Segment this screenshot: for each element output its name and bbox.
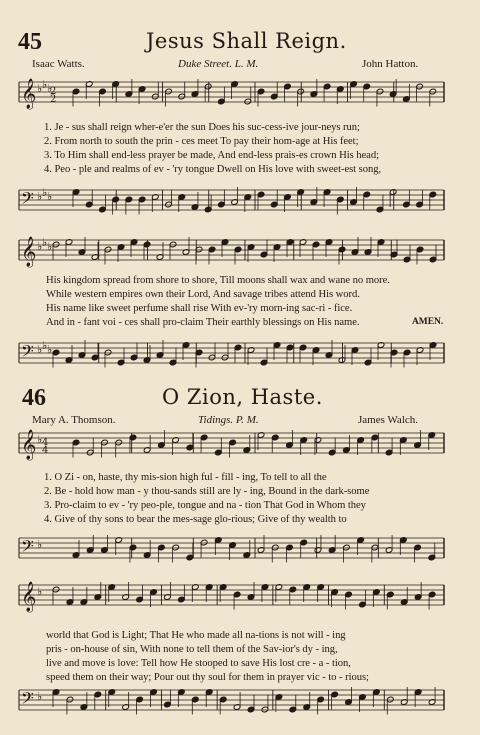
hymn-46-author: Mary A. Thomson. (32, 414, 116, 426)
treble-clef-icon: 𝄞 (21, 237, 37, 267)
hymn-46-verse-2a: 2. Be - hold how man - y thou-sands still are ly - ing, Bound in the dark-some (44, 486, 370, 497)
hymn-46-verse-3b: live and move is love: Tell how He stooped to save His lost cre - a - tion, (46, 658, 351, 669)
time-signature: 4 (42, 445, 49, 456)
flat-icon: ♭ (47, 240, 53, 253)
time-signature: 2 (50, 86, 57, 97)
flat-icon: ♭ (37, 240, 43, 253)
hymn-46-number: 46 (22, 385, 46, 411)
flat-icon: ♭ (37, 585, 43, 598)
treble-clef-icon: 𝄞 (21, 430, 37, 460)
bass-clef-icon: 𝄢 (21, 536, 34, 560)
flat-icon: ♭ (42, 236, 48, 249)
flat-icon: ♭ (37, 433, 43, 446)
hymn-45-verse-3a: 3. To Him shall end-less prayer be made, And end-less prais-es crown His head; (44, 150, 379, 161)
flat-icon: ♭ (37, 343, 43, 356)
hymn-45-verse-2a: 2. From north to south the prin - ces meet To pay their hom-age at His feet; (44, 136, 359, 147)
time-signature: 2 (50, 94, 57, 105)
treble-clef-icon: 𝄞 (21, 79, 37, 109)
hymn-46-verse-1a: 1. O Zi - on, haste, thy mis-sion high ful - fill - ing, To tell to all the (44, 472, 327, 483)
hymn-46-verse-4a: 4. Give of thy sons to bear the mes-sage glo-rious; Give of thy wealth to (44, 514, 347, 525)
flat-icon: ♭ (37, 690, 43, 703)
flat-icon: ♭ (47, 82, 53, 95)
hymn-45-number: 45 (18, 29, 42, 55)
hymn-45-verse-1b: His kingdom spread from shore to shore, Till moons shall wax and wane no more. (46, 275, 390, 286)
hymn-46-tune: Tidings. P. M. (198, 414, 259, 426)
hymn-45-verse-1a: 1. Je - sus shall reign wher-e'er the sun Does his suc-cess-ive jour-neys run; (44, 122, 360, 133)
bass-clef-icon: 𝄢 (21, 341, 34, 365)
flat-icon: ♭ (47, 190, 53, 203)
hymn-45-amen: AMEN. (412, 317, 444, 327)
hymn-46-title: O Zion, Haste. (162, 385, 323, 409)
hymn-45-verse-4a: 4. Peo - ple and realms of ev - 'ry tongue Dwell on His love with sweet-est song, (44, 164, 382, 175)
hymn-46-composer: James Walch. (358, 414, 419, 426)
bass-clef-icon: 𝄢 (21, 188, 34, 212)
bass-clef-icon: 𝄢 (21, 688, 34, 712)
hymn-45-author: Isaac Watts. (32, 58, 85, 70)
hymn-45-tune: Duke Street. L. M. (178, 58, 259, 70)
flat-icon: ♭ (37, 190, 43, 203)
hymn-45-verse-3b: His name like sweet perfume shall rise With ev-'ry morn-ing sac-ri - fice. (46, 303, 353, 314)
hymn-46-verse-2b: pris - on-house of sin, With none to tell them of the Sav-ior's dy - ing, (46, 644, 338, 655)
time-signature: 4 (42, 437, 49, 448)
flat-icon: ♭ (42, 339, 48, 352)
flat-icon: ♭ (42, 186, 48, 199)
flat-icon: ♭ (37, 538, 43, 551)
hymn-45-verse-4b: And in - fant voi - ces shall pro-claim Their earthly blessings on His name. (46, 317, 360, 328)
hymn-46-verse-3a: 3. Pro-claim to ev - 'ry peo-ple, tongue and na - tion That God in Whom they (44, 500, 366, 511)
hymn-46-verse-4b: speed them on their way; Pour out thy soul for them in prayer vic - to - rious; (46, 672, 369, 683)
hymn-45-verse-2b: While western empires own their Lord, And savage tribes attend His word. (46, 289, 360, 300)
flat-icon: ♭ (42, 78, 48, 91)
treble-clef-icon: 𝄞 (21, 582, 37, 612)
hymn-45-title: Jesus Shall Reign. (146, 29, 347, 53)
hymn-46-verse-1b: world that God is Light; That He who made all na-tions is not will - ing (46, 630, 346, 641)
flat-icon: ♭ (47, 343, 53, 356)
hymn-45-composer: John Hatton. (362, 58, 419, 70)
flat-icon: ♭ (37, 82, 43, 95)
